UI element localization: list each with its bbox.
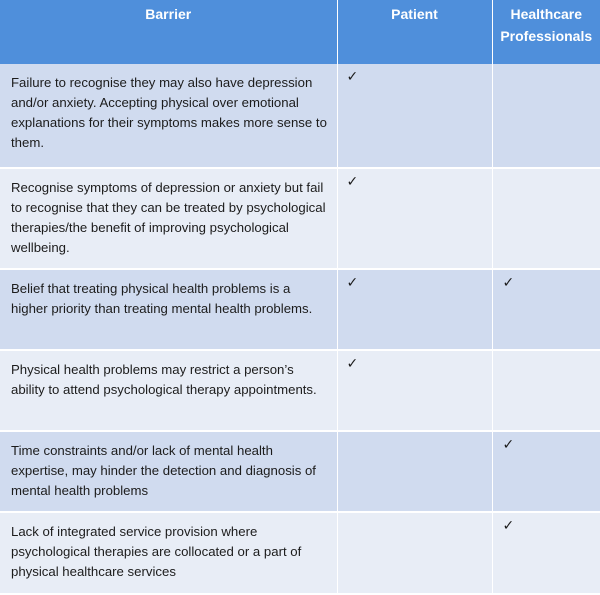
healthcare-check-icon: ✓: [502, 275, 515, 291]
patient-cell: [337, 168, 492, 269]
patient-cell: [337, 350, 492, 431]
column-header-healthcare-label: Healthcare Professionals: [500, 6, 593, 44]
table-row: [0, 64, 600, 168]
healthcare-check-icon: ✓: [502, 518, 515, 534]
table-row: [0, 168, 600, 269]
barrier-text: Failure to recognise they may also have depression and/or anxiety. Accepting physical over emotional explanations for their symptoms makes more sense to them.: [11, 75, 327, 150]
table-row: [0, 269, 600, 350]
barrier-cell: [0, 431, 337, 512]
barrier-cell: [0, 350, 337, 431]
column-header-healthcare-professionals: [492, 0, 600, 64]
patient-check-icon: [338, 432, 492, 437]
healthcare-cell: [492, 350, 600, 431]
patient-check-icon: ✓: [346, 275, 359, 291]
healthcare-cell: [492, 269, 600, 350]
patient-cell: [337, 64, 492, 168]
column-header-patient: [337, 0, 492, 64]
healthcare-check-icon: ✓: [502, 437, 515, 453]
barrier-cell: [0, 512, 337, 594]
column-header-barrier: [0, 0, 337, 64]
patient-cell: [337, 512, 492, 594]
barrier-text: Physical health problems may restrict a person’s ability to attend psychological therapy appointments.: [11, 362, 317, 397]
table-header-row: [0, 0, 600, 64]
patient-check-icon: [338, 513, 492, 518]
healthcare-check-icon: [493, 351, 600, 356]
barrier-cell: [0, 64, 337, 168]
healthcare-cell: [492, 64, 600, 168]
healthcare-cell: [492, 431, 600, 512]
barrier-cell: [0, 168, 337, 269]
barrier-text: Lack of integrated service provision where psychological therapies are collocated or a part of physical healthcare services: [11, 524, 302, 579]
column-header-barrier-label: Barrier: [145, 6, 192, 22]
barrier-text: Recognise symptoms of depression or anxiety but fail to recognise that they can be treated by psychological therapies/the benefit of improving psychological wellbeing.: [11, 180, 326, 255]
barrier-cell: [0, 269, 337, 350]
barrier-text: Time constraints and/or lack of mental health expertise, may hinder the detection and diagnosis of mental health problems: [11, 443, 316, 498]
patient-check-icon: ✓: [346, 69, 359, 85]
table-row: [0, 350, 600, 431]
healthcare-cell: [492, 168, 600, 269]
patient-check-icon: ✓: [346, 356, 359, 372]
patient-check-icon: ✓: [346, 174, 359, 190]
patient-cell: [337, 431, 492, 512]
healthcare-check-icon: [493, 169, 600, 174]
table-row: [0, 431, 600, 512]
patient-cell: [337, 269, 492, 350]
barrier-text: Belief that treating physical health problems is a higher priority than treating mental health problems.: [11, 281, 313, 316]
table-row: [0, 512, 600, 594]
healthcare-check-icon: [493, 64, 600, 69]
healthcare-cell: [492, 512, 600, 594]
column-header-patient-label: Patient: [391, 6, 438, 22]
